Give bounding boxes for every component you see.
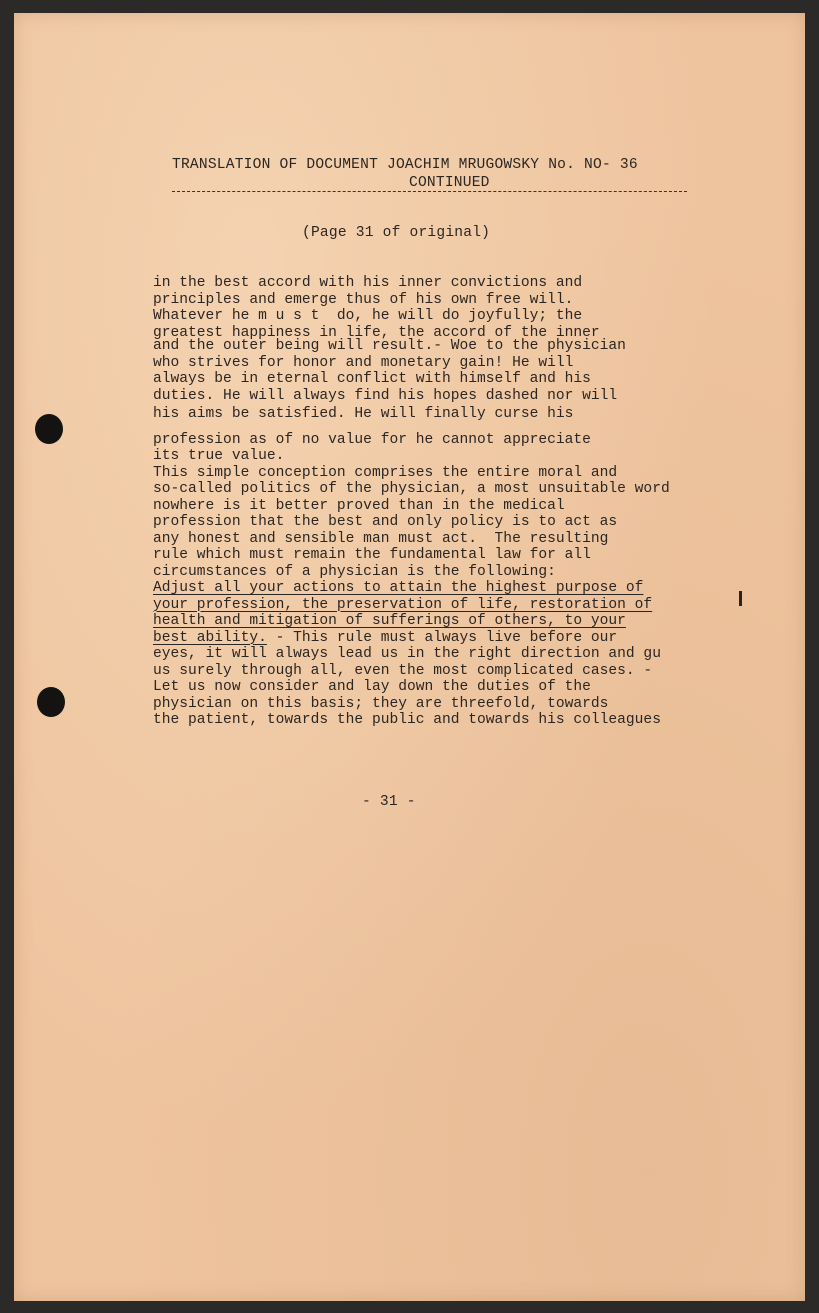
body-line: so-called politics of the physician, a most unsuitable word [153,481,670,497]
body-line: Let us now consider and lay down the duties of the [153,679,591,695]
body-line: profession as of no value for he cannot appreciate [153,431,591,448]
body-line: rule which must remain the fundamental law for all [153,547,591,563]
body-line: nowhere is it better proved than in the medical [153,497,565,514]
body-line: duties. He will always find his hopes dashed nor will [153,387,618,404]
body-line: This simple conception comprises the entire moral and [153,464,618,481]
body-line: his aims be satisfied. He will finally curse his [153,406,574,422]
body-line: always be in eternal conflict with himself and his [153,371,591,387]
body-line: and the outer being will result.- Woe to the physician [153,338,626,354]
underlined-rule-line: best ability. [153,629,267,646]
body-line: profession that the best and only policy is to act as [153,514,618,530]
punch-hole-top [35,414,63,444]
page-number: - 31 - [362,794,416,810]
body-line: principles and emerge thus of his own free will. [153,291,574,308]
body-line: who strives for honor and monetary gain! He will [153,354,574,371]
underlined-rule-line: Adjust all your actions to attain the highest purpose of [153,580,644,596]
body-line: the patient, towards the public and towards his colleagues [153,712,661,728]
body-line: any honest and sensible man must act. The resulting [153,530,609,547]
body-line-mixed [153,630,753,647]
punch-hole-bottom [37,687,65,717]
body-line: greatest happiness in life, the accord of the inner [153,324,600,341]
document-title: TRANSLATION OF DOCUMENT JOACHIM MRUGOWSKY No. NO- 36 [172,157,638,173]
underlined-rule-line: your profession, the preservation of life, restoration of [153,596,653,613]
body-line: in the best accord with his inner convictions and [153,275,583,291]
page-reference: (Page 31 of original) [302,225,491,241]
body-text [153,275,753,729]
body-line: circumstances of a physician is the following: [153,563,556,580]
document-subtitle: CONTINUED [409,175,490,191]
margin-pencil-mark [739,591,742,606]
body-line: its true value. [153,448,285,464]
body-line: physician on this basis; they are threefold, towards [153,695,609,712]
underlined-rule-line: health and mitigation of sufferings of others, to your [153,613,626,629]
body-line: eyes, it will always lead us in the right direction and gu [153,646,661,662]
body-line-continuation: - This rule must always live before our [266,629,618,646]
body-line: us surely through all, even the most complicated cases. - [153,662,653,679]
title-underline [172,191,687,192]
body-line: Whatever he m u s t do, he will do joyfully; the [153,308,583,324]
